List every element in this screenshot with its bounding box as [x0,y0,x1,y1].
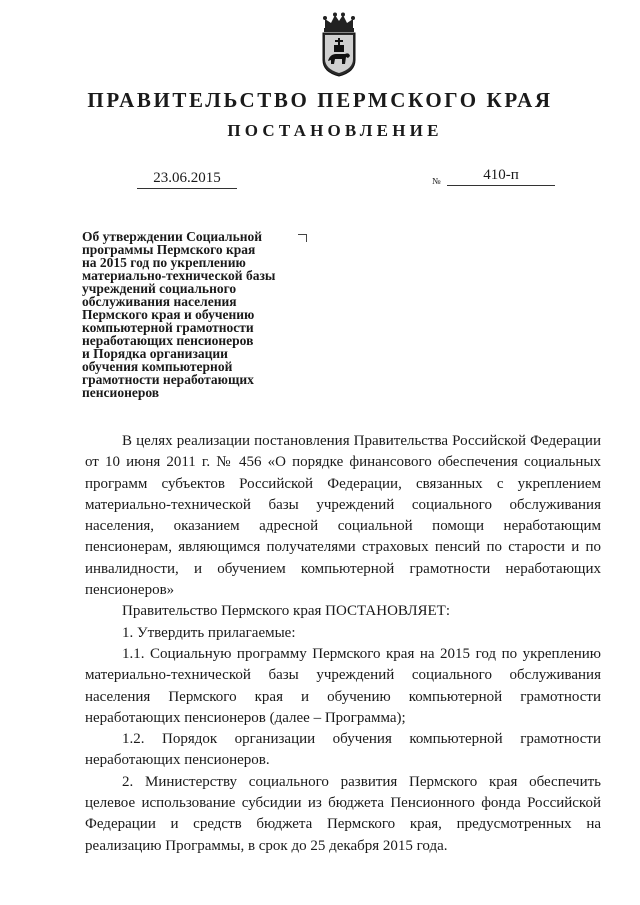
item-1-2-paragraph: 1.2. Порядок организации обучения компьютерной грамотности неработающих пенсионеров. [85,731,601,769]
title-line: Об утверждении Социальной [82,229,263,244]
document-body [85,431,601,857]
title-line: и Порядка организации [82,346,228,361]
title-line: обслуживания населения [82,294,237,309]
title-line: обучения компьютерной [82,359,233,374]
title-line: программы Пермского края [82,242,256,257]
title-line: на 2015 год по укреплению [82,255,246,270]
item-2-paragraph: 2. Министерству социального развития Пермского края обеспечить целевое использование субсидии из бюджета Пенсионного фонда Российской Федерации и средств бюджета Пермского края, предусмотренных на реализацию Программы, в срок до 25 декабря 2015 года. [85,773,601,854]
title-line: грамотности неработающих [82,372,254,387]
title-line: Пермского края и обучению [82,307,255,322]
number-sign: № [432,176,441,186]
perm-krai-coat-of-arms-icon [316,12,362,78]
title-line: учреждений социального [82,281,237,296]
document-type: ПОСТАНОВЛЕНИЕ [227,121,443,140]
document-number: 410-п [447,165,555,186]
item-1-1-paragraph: 1.1. Социальную программу Пермского края на 2015 год по укреплению материально-технической базы учреждений социального обслуживания населения Пермского края и обучению компьютерной грамотности неработающих пенсионеров (далее – Программа); [85,645,601,726]
title-line: материально-технической базы [82,268,276,283]
decree-paragraph: Правительство Пермского края ПОСТАНОВЛЯЕТ: [122,603,451,620]
title-line: пенсионеров [82,385,160,400]
item-1-paragraph: 1. Утвердить прилагаемые: [122,624,296,641]
organization-title: ПРАВИТЕЛЬСТВО ПЕРМСКОГО КРАЯ [87,88,553,112]
document-title [82,230,310,399]
title-line: неработающих пенсионеров [82,333,254,348]
title-line: компьютерной грамотности [82,320,254,335]
preamble-paragraph: В целях реализации постановления Правительства Российской Федерации от 10 июня 2011 г. № 456 «О порядке финансового обеспечения социальных программ субъектов Российской Федерации, связанных с укреплением материально-технической базы учреждений социального обслуживания населения, оказанием адресной социальной помощи неработающим пенсионерам, являющимся получателями страховых пенсий по старости и по инвалидности, и обучением компьютерной грамотности неработающих пенсионеров» [85,433,601,599]
document-date: 23.06.2015 [137,168,237,189]
